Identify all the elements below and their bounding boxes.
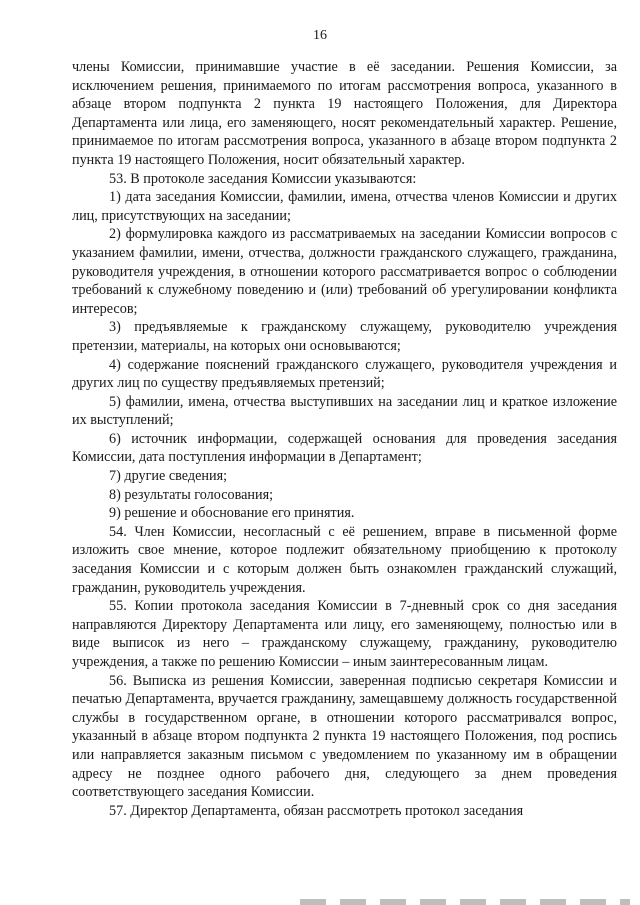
paragraph-55: 55. Копии протокола заседания Комиссии в 7-дневный срок со дня заседания направляются Директору Департамента или лицу, его заменяющему, полностью или в виде выписок из него – гражданскому служащему, гражданину, руководителю учреждения, а также по решению Комиссии – иным заинтересованным лицам. bbox=[72, 598, 617, 670]
list-item-53-9: 9) решение и обоснование его принятия. bbox=[109, 505, 355, 522]
scan-artifact bbox=[300, 899, 630, 905]
list-item-53-8: 8) результаты голосования; bbox=[109, 486, 274, 503]
paragraph-continuation: члены Комиссии, принимавшие участие в её заседании. Решения Комиссии, за исключением решения, принимаемого по итогам рассмотрения вопроса, указанного в абзаце втором подпункта 2 пункта 19 настоящего Положения, для Директора Департамента или лица, его заменяющего, носят рекомендательный характер. Решение, принимаемое по итогам рассмотрения вопроса, указанного в абзаце втором подпункта 2 пункта 19 настоящего Положения, носит обязательный характер. bbox=[72, 59, 617, 168]
document-body bbox=[72, 58, 617, 820]
list-item-53-2: 2) формулировка каждого из рассматриваемых на заседании Комиссии вопросов с указанием фамилии, имени, отчества, должности гражданского служащего, гражданина, руководителя учреждения, в отношении которого рассматривается вопрос о соблюдении требований к служебному поведению и (или) требований об урегулировании конфликта интересов; bbox=[72, 226, 617, 317]
page-number: 16 bbox=[313, 28, 327, 43]
paragraph-54: 54. Член Комиссии, несогласный с её решением, вправе в письменной форме изложить свое мнение, которое подлежит обязательному приобщению к протоколу заседания Комиссии и с которым должен быть ознакомлен гражданский служащий, гражданин, руководитель учреждения. bbox=[72, 523, 617, 596]
list-item-53-5: 5) фамилии, имена, отчества выступивших на заседании лиц и краткое изложение их выступлений; bbox=[72, 393, 617, 429]
paragraph-53-heading: 53. В протоколе заседания Комиссии указываются: bbox=[109, 170, 417, 187]
list-item-53-3: 3) предъявляемые к гражданскому служащему, руководителю учреждения претензии, материалы, на которых они основываются; bbox=[72, 319, 617, 354]
list-item-53-4: 4) содержание пояснений гражданского служащего, руководителя учреждения и других лиц по существу предъявляемых претензий; bbox=[72, 356, 617, 392]
list-item-53-1: 1) дата заседания Комиссии, фамилии, имена, отчества членов Комиссии и других лиц, присутствующих на заседании; bbox=[72, 189, 617, 224]
list-item-53-6: 6) источник информации, содержащей основания для проведения заседания Комиссии, дата поступления информации в Департамент; bbox=[72, 430, 617, 466]
paragraph-56: 56. Выписка из решения Комиссии, заверенная подписью секретаря Комиссии и печатью Департамента, вручается гражданину, замещавшему должность государственной службы в государственном органе, в отношении которого рассматривался вопрос, указанный в абзаце втором подпункта 2 пункта 19 настоящего Положения, под роспись или направляется заказным письмом с уведомлением по указанному им в обращении адресу не позднее одного рабочего дня, следующего за днем проведения соответствующего заседания Комиссии. bbox=[72, 672, 617, 801]
paragraph-57: 57. Директор Департамента, обязан рассмотреть протокол заседания bbox=[109, 802, 524, 819]
list-item-53-7: 7) другие сведения; bbox=[109, 468, 228, 485]
